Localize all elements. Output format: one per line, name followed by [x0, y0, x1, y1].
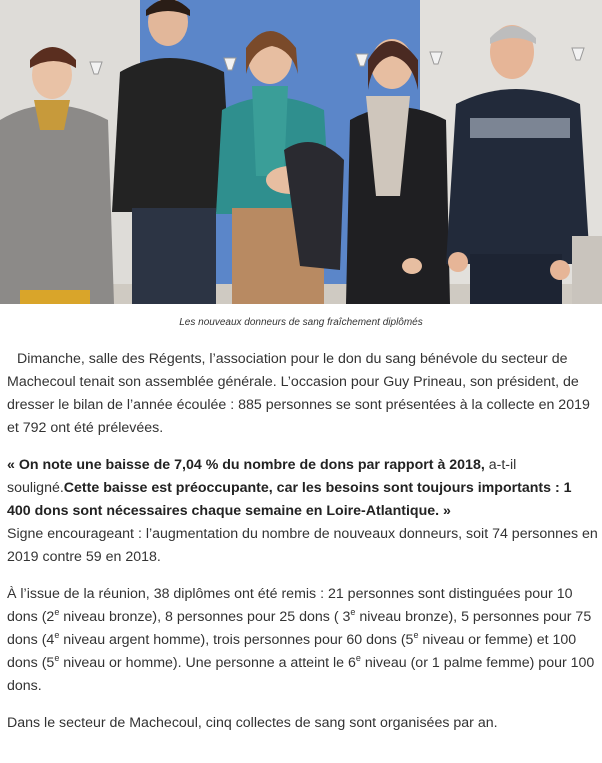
quote-part-1: « On note une baisse de 7,04 % du nombre de dons par rapport à 2018, [7, 457, 485, 473]
sup-e: e [355, 653, 361, 663]
quote-attribution: a-t-il souligné. [7, 457, 517, 496]
sup-e: e [54, 630, 60, 640]
spacer [7, 569, 599, 583]
group-photo-drawing [0, 0, 602, 304]
diplomas-text-g: niveau (or 1 palme femme) pour 100 dons. [7, 655, 595, 694]
paragraph-intro: Dimanche, salle des Régents, l’association pour le don du sang bénévole du secteur de Machecoul tenait son assemblée générale. L’occasion pour Guy Prineau, son président, de dresser le bilan de l’année écoulée : 885 personnes se sont présentées à la collecte en 2019 et 792 ont été prélevées. [7, 351, 590, 436]
paragraph-quote [7, 454, 599, 569]
sup-e: e [350, 607, 356, 617]
sup-e: e [54, 653, 60, 663]
paragraph-diplomas [7, 583, 599, 698]
article-body [7, 348, 599, 735]
diplomas-text-a: À l’issue de la réunion, 38 diplômes ont été remis : 21 personnes sont distinguées pour 10 dons (2 [7, 586, 573, 625]
diplomas-text-b: niveau bronze), 8 personnes pour 25 dons ( 3 [59, 609, 351, 625]
diplomas-text-e: niveau or femme) et 100 dons (5 [7, 632, 577, 671]
photo-caption: Les nouveaux donneurs de sang fraîchement diplômés [179, 317, 423, 328]
diplomas-text-c: niveau bronze), 5 personnes pour 75 dons (4 [7, 609, 592, 648]
sup-e: e [54, 607, 60, 617]
paragraph-collections: Dans le secteur de Machecoul, cinq collectes de sang sont organisées par an. [7, 715, 498, 731]
group-photo [0, 0, 602, 304]
sup-e: e [413, 630, 419, 640]
quote-part-2: Cette baisse est préoccupante, car les besoins sont toujours importants : 1 400 dons sont nécessaires chaque semaine en Loire-Atlantique. » [7, 480, 572, 519]
new-donors-text: Signe encourageant : l’augmentation du nombre de nouveaux donneurs, soit 74 personnes en 2019 contre 59 en 2018. [7, 526, 598, 565]
spacer [7, 698, 599, 712]
diplomas-text-d: niveau argent homme), trois personnes pour 60 dons (5 [59, 632, 414, 648]
diplomas-text-f: niveau or homme). Une personne a atteint le 6 [59, 655, 356, 671]
spacer [7, 440, 599, 454]
